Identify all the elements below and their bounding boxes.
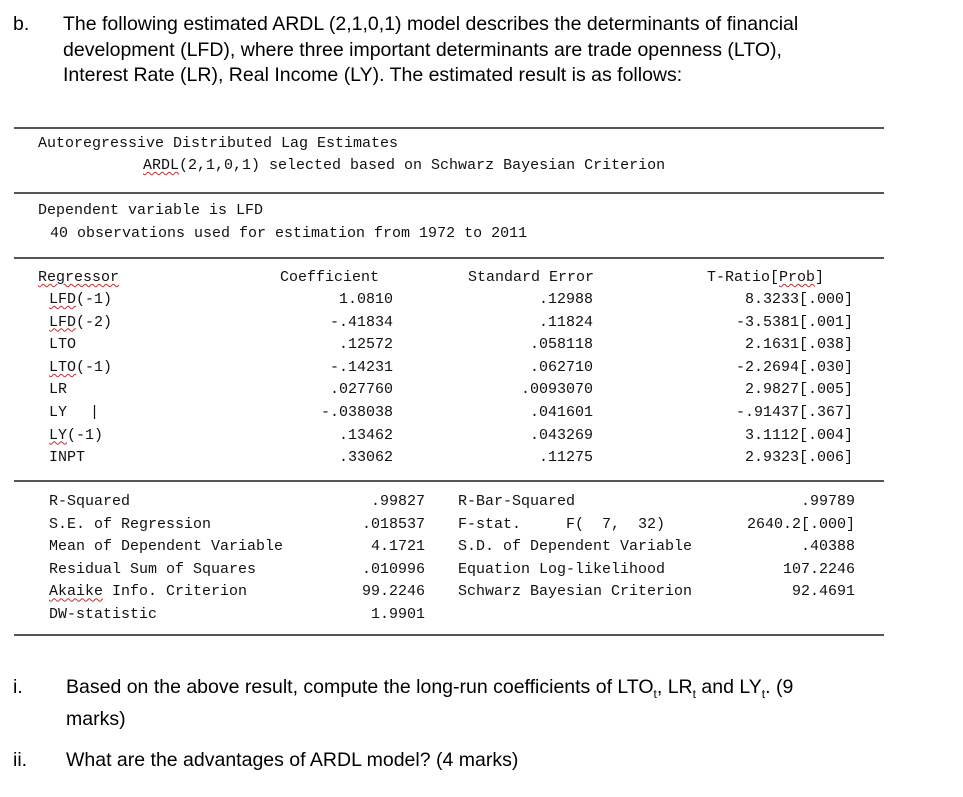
t-ratio-value: 3.1112[.004] [744, 426, 853, 444]
coefficient-value: .13462 [338, 426, 393, 444]
top-rule [14, 127, 884, 129]
stat-value: .40388 [800, 538, 855, 556]
t-ratio-value: -2.2694[.030] [735, 358, 853, 376]
coefficient-value: -.41834 [329, 313, 393, 331]
stat-label: Mean of Dependent Variable [49, 538, 284, 556]
rule-3 [14, 257, 884, 259]
t-ratio-value: -.91437[.367] [735, 404, 853, 421]
coefficient-value: -.14231 [329, 358, 393, 376]
coefficient-value: .33062 [338, 449, 393, 467]
header-regressor: Regressor [38, 269, 120, 286]
observations: 40 observations used for estimation from 1972 to 2011 [50, 225, 528, 242]
stat-value: 92.4691 [791, 583, 855, 601]
question-intro [63, 12, 798, 89]
stat-value: 107.2246 [782, 560, 855, 578]
rule-4 [14, 480, 884, 482]
stat-label: Residual Sum of Squares [49, 560, 257, 578]
stat-value: .018537 [361, 515, 425, 533]
subtitle-rest: (2,1,0,1) selected based on Schwarz Bayesian Criterion [179, 157, 666, 174]
regressor-name: LY [49, 404, 68, 421]
std-error-value: .11824 [538, 313, 593, 331]
std-error-value: .041601 [529, 404, 593, 421]
header-t-ratio: T-Ratio[Prob] [707, 269, 825, 286]
regressor-name: LTO [49, 336, 77, 354]
t-ratio-value: 8.3233[.000] [744, 291, 853, 308]
subq-2-text: What are the advantages of ARDL model? (4 marks) [66, 749, 519, 771]
std-error-value: .062710 [529, 358, 593, 376]
coefficient-value: -.038038 [320, 404, 393, 421]
intro-line-2: development (LFD), where three important determinants are trade openness (LTO), [63, 38, 782, 61]
question-label: b. [13, 13, 30, 35]
stat-label: Schwarz Bayesian Criterion [458, 583, 693, 601]
regressor-name: LR [49, 381, 68, 399]
stat-label: R-Bar-Squared [458, 493, 576, 510]
prob-word: Prob [779, 269, 816, 286]
subq-2-label: ii. [13, 749, 28, 771]
rule-2 [14, 192, 884, 194]
std-error-value: .12988 [538, 291, 593, 308]
t-ratio-value: 2.9323[.006] [744, 449, 853, 467]
stat-value: 1.9901 [370, 606, 425, 623]
t-ratio-value: -3.5381[.001] [735, 313, 853, 331]
stat-value: .010996 [361, 560, 425, 578]
intro-line-1: The following estimated ARDL (2,1,0,1) model describes the determinants of financial [63, 13, 799, 35]
regressor-name: LFD(-1) [49, 291, 113, 308]
header-coefficient: Coefficient [280, 269, 380, 286]
coefficient-value: .027760 [329, 381, 393, 399]
output-subtitle [143, 155, 665, 177]
regressor-name: LY(-1) [49, 426, 104, 444]
stat-value: .99789 [800, 493, 855, 510]
stat-label: Akaike Info. Criterion [49, 583, 248, 601]
output-title: Autoregressive Distributed Lag Estimates [38, 135, 399, 152]
stat-value: .99827 [370, 493, 425, 510]
stat-label: F-stat. F( 7, 32) [458, 515, 666, 533]
stat-label: S.E. of Regression [49, 515, 212, 533]
bottom-rule [14, 634, 884, 636]
regressor-name: LTO(-1) [49, 358, 113, 376]
stat-label: Equation Log-likelihood [458, 560, 666, 578]
stat-label: R-Squared [49, 493, 131, 510]
t-ratio-value: 2.9827[.005] [744, 381, 853, 399]
std-error-value: .058118 [529, 336, 593, 354]
subq-1-text: Based on the above result, compute the long-run coefficients of $LTO_t$, $LR_t$ and $LY_t$. (9 marks) [66, 676, 794, 731]
ardl-word: ARDL [143, 157, 180, 174]
std-error-value: .0093070 [520, 381, 593, 399]
stat-value: 2640.2[.000] [746, 515, 855, 533]
text-cursor: | [90, 404, 100, 421]
stat-value: 99.2246 [361, 583, 425, 601]
coefficient-value: 1.0810 [338, 291, 393, 308]
header-std-error: Standard Error [468, 269, 595, 286]
dependent-variable: Dependent variable is LFD [38, 202, 264, 219]
regressor-name: INPT [49, 449, 86, 467]
intro-line-3: Interest Rate (LR), Real Income (LY). The estimated result is as follows: [63, 64, 683, 86]
stat-label: DW-statistic [49, 606, 158, 623]
stat-value: 4.1721 [370, 538, 425, 556]
subq-1-label: i. [13, 676, 23, 698]
std-error-value: .11275 [538, 449, 593, 467]
coefficient-value: .12572 [338, 336, 393, 354]
stat-label: S.D. of Dependent Variable [458, 538, 693, 556]
regressor-name: LFD(-2) [49, 313, 113, 331]
t-ratio-value: 2.1631[.038] [744, 336, 853, 354]
std-error-value: .043269 [529, 426, 593, 444]
